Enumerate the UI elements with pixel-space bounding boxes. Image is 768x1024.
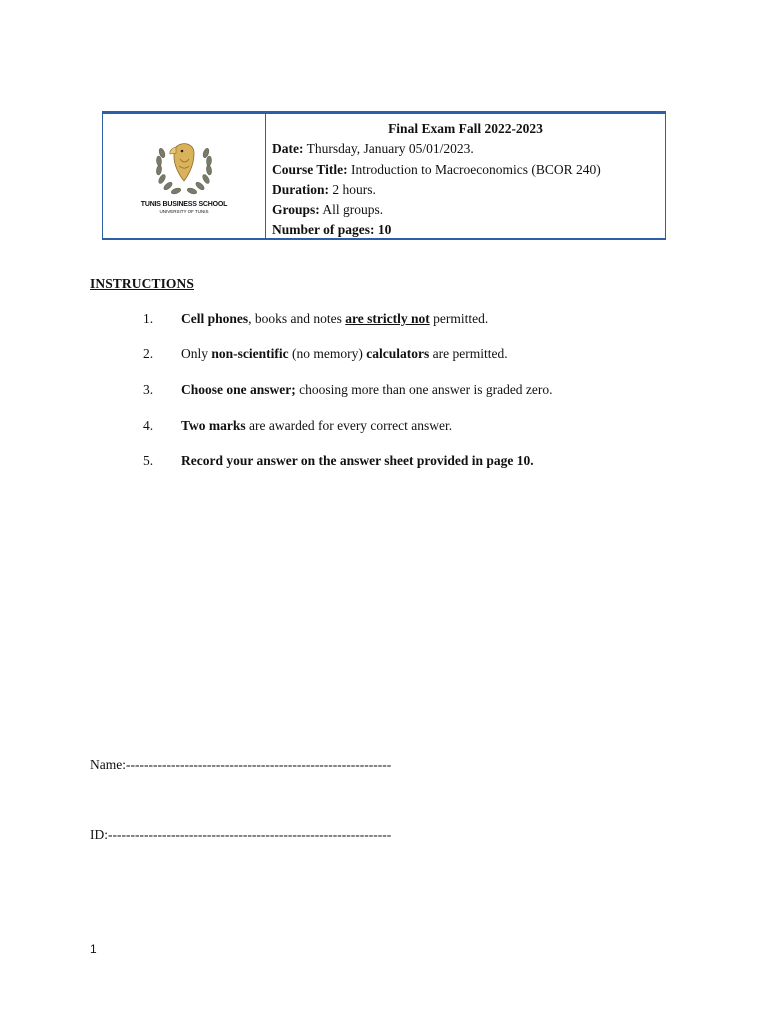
- instruction-item: 4. Two marks are awarded for every correct answer.: [143, 418, 453, 433]
- instruction-item: 1. Cell phones, books and notes are strictly not permitted.: [143, 311, 489, 326]
- exam-title: Final Exam Fall 2022-2023: [388, 121, 543, 136]
- university-name: UNIVERSITY OF TUNIS: [159, 208, 209, 214]
- id-label: ID:: [90, 827, 108, 842]
- instruction-item: 2. Only non-scientific (no memory) calculators are permitted.: [143, 346, 508, 361]
- instructions-heading: INSTRUCTIONS: [90, 276, 194, 291]
- instruction-item: 5. Record your answer on the answer sheet provided in page 10.: [143, 453, 534, 468]
- exam-date: Date: Thursday, January 05/01/2023.: [272, 141, 474, 157]
- school-name: TUNIS BUSINESS SCHOOL: [140, 200, 228, 208]
- page-number: 1: [90, 942, 97, 956]
- id-field[interactable]: [90, 827, 391, 843]
- exam-groups: Groups: All groups.: [272, 202, 384, 218]
- logo-cell: [103, 114, 266, 238]
- instruction-item: 3. Choose one answer; choosing more than one answer is graded zero.: [143, 382, 553, 397]
- exam-header-table: [102, 111, 666, 240]
- tunis-business-school-logo: [152, 139, 216, 199]
- exam-duration: Duration: 2 hours.: [272, 181, 376, 197]
- number-of-pages: Number of pages: 10: [272, 222, 392, 238]
- name-label: Name:: [90, 757, 126, 772]
- name-field[interactable]: [90, 757, 391, 773]
- id-blank[interactable]: ---------------------------------------------------------------: [108, 827, 392, 842]
- course-title: Course Title: Introduction to Macroeconomics (BCOR 240): [272, 161, 601, 177]
- exam-info-cell: [266, 114, 665, 238]
- name-blank[interactable]: -----------------------------------------------------------: [126, 757, 392, 772]
